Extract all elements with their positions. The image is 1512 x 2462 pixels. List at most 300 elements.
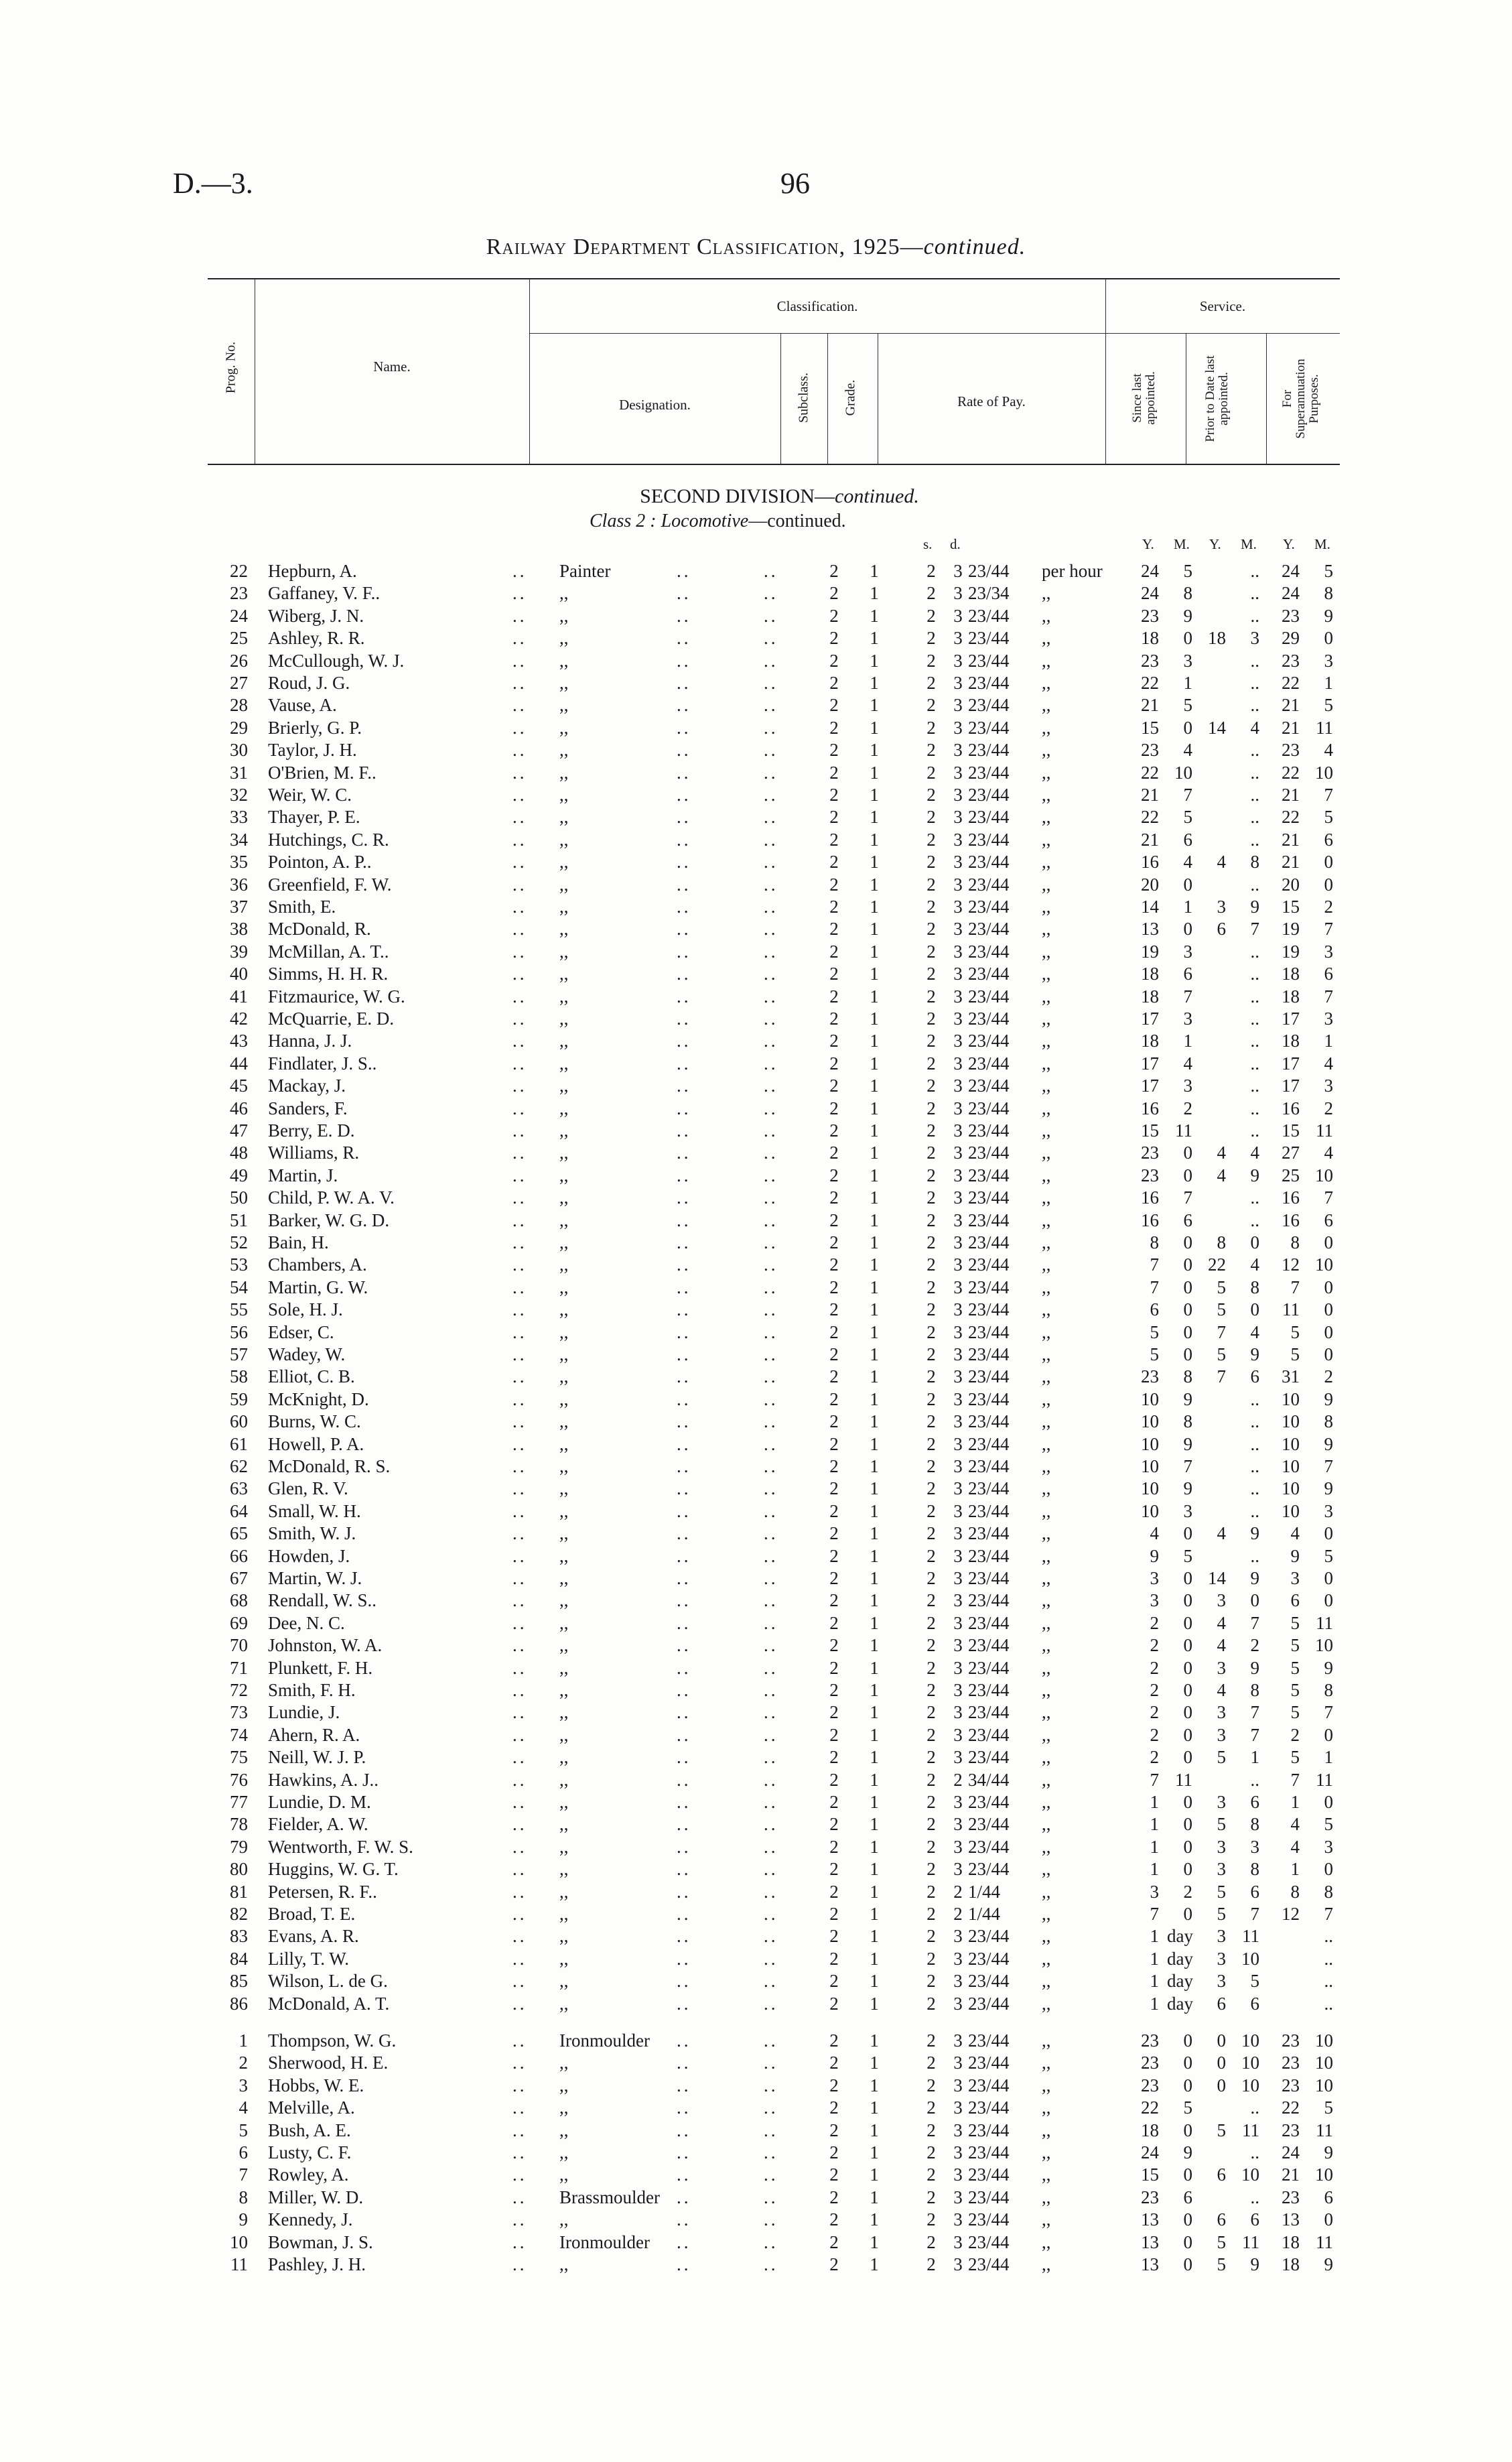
rate-fraction-cell: 23/44	[968, 1568, 1010, 1588]
since-last-months-cell: 0	[1183, 1792, 1192, 1812]
super-months-cell: 0	[1324, 1568, 1333, 1588]
leader-dots: ..	[764, 1590, 778, 1611]
leader-dots: ..	[512, 1993, 527, 2014]
rate-pence-cell: 3	[953, 605, 963, 626]
since-last-years-cell: 7	[1150, 1254, 1159, 1275]
rate-pence-cell: 3	[953, 2053, 963, 2073]
rate-shillings-cell: 2	[926, 1433, 936, 1454]
leader-dots: ..	[677, 941, 691, 962]
rate-pence-cell: 3	[953, 986, 963, 1007]
prior-months-cell: 11	[1242, 2231, 1259, 2252]
grade-cell: 1	[870, 2030, 879, 2051]
leader-dots: ..	[512, 1053, 527, 1074]
leader-dots: ..	[512, 1165, 527, 1185]
name-cell: Wiberg, J. N.	[268, 605, 364, 626]
prior-months-cell: 9	[1250, 1568, 1259, 1588]
table-row	[0, 1455, 1512, 1478]
rate-period-cell: ,,	[1042, 1031, 1051, 1051]
rate-shillings-cell: 2	[926, 1657, 936, 1678]
prior-years-cell: 0	[1217, 2075, 1226, 2095]
prior-months-cell: ..	[1250, 1031, 1259, 1051]
prog-no-cell: 29	[230, 717, 248, 738]
leader-dots: ..	[512, 1009, 527, 1029]
subclass-cell: 2	[829, 2142, 839, 2162]
prior-months-cell: 10	[1241, 1948, 1259, 1969]
since-last-months-cell: 0	[1183, 1904, 1192, 1924]
rate-shillings-cell: 2	[926, 1836, 936, 1857]
leader-dots: ..	[764, 1254, 778, 1275]
prior-months-cell: 4	[1250, 1143, 1259, 1163]
subclass-cell: 2	[829, 650, 839, 671]
table-row	[0, 895, 1512, 918]
prog-no-cell: 44	[230, 1053, 248, 1074]
prog-no-cell: 8	[238, 2187, 248, 2207]
prior-years-cell: 8	[1217, 1232, 1226, 1252]
super-years-cell: 22	[1282, 673, 1300, 693]
rate-fraction-cell: 23/44	[968, 2142, 1010, 2162]
leader-dots: ..	[677, 1747, 691, 1768]
rate-shillings-cell: 2	[926, 2231, 936, 2252]
name-cell: Vause, A.	[268, 695, 337, 716]
rate-pence-cell: 3	[953, 1321, 963, 1342]
prior-months-cell: ..	[1250, 1456, 1259, 1476]
table-row	[0, 1925, 1512, 1947]
name-cell: Pashley, J. H.	[268, 2254, 366, 2274]
table-row	[0, 1835, 1512, 1858]
name-cell: Fitzmaurice, W. G.	[268, 986, 405, 1007]
super-months-cell: 0	[1324, 852, 1333, 872]
rate-shillings-cell: 2	[926, 2053, 936, 2073]
since-last-years-cell: 16	[1141, 1098, 1159, 1118]
super-months-cell: 7	[1324, 1702, 1333, 1723]
rate-fraction-cell: 23/44	[968, 1702, 1010, 1723]
grade-cell: 1	[870, 561, 879, 581]
super-years-cell: 9	[1290, 1545, 1300, 1566]
leader-dots: ..	[677, 1232, 691, 1252]
table-row	[0, 1141, 1512, 1164]
rate-period-cell: ,,	[1042, 1321, 1051, 1342]
super-months-cell: 10	[1315, 2075, 1333, 2095]
table-row	[0, 1298, 1512, 1321]
super-years-cell: 8	[1290, 1232, 1300, 1252]
since-last-months-cell: 0	[1183, 2164, 1192, 2185]
subclass-cell: 2	[829, 1456, 839, 1476]
prior-months-cell: ..	[1250, 2142, 1259, 2162]
designation-cell: ,,	[559, 1545, 569, 1566]
rate-pence-cell: 3	[953, 964, 963, 984]
leader-dots: ..	[764, 695, 778, 716]
since-last-months-cell: 7	[1183, 785, 1192, 805]
leader-dots: ..	[677, 1187, 691, 1208]
name-cell: Smith, E.	[268, 897, 336, 917]
prior-years-cell: 3	[1217, 1971, 1226, 1992]
leader-dots: ..	[764, 1456, 778, 1476]
leader-dots: ..	[764, 1814, 778, 1835]
super-months-cell: 0	[1324, 2209, 1333, 2230]
leader-dots: ..	[512, 2030, 527, 2051]
leader-dots: ..	[677, 1120, 691, 1141]
grade-cell: 1	[870, 583, 879, 604]
prior-months-cell: 11	[1242, 1926, 1259, 1947]
name-cell: Howell, P. A.	[268, 1433, 364, 1454]
page-number: 96	[780, 167, 810, 200]
rate-pence-cell: 3	[953, 673, 963, 693]
designation-cell: ,,	[559, 762, 569, 783]
subclass-cell: 2	[829, 1590, 839, 1611]
name-cell: Edser, C.	[268, 1321, 334, 1342]
prog-no-cell: 30	[230, 740, 248, 761]
prior-months-cell: 6	[1250, 1881, 1259, 1902]
rate-shillings-cell: 2	[926, 1948, 936, 1969]
leader-dots: ..	[512, 1657, 527, 1678]
since-last-years-cell: 21	[1141, 829, 1159, 850]
since-last-months-cell: 5	[1183, 807, 1192, 828]
leader-dots: ..	[677, 1635, 691, 1656]
leader-dots: ..	[764, 1859, 778, 1880]
prior-years-cell: 0	[1217, 2030, 1226, 2051]
designation-cell: ,,	[559, 1433, 569, 1454]
designation-cell: ,,	[559, 1904, 569, 1924]
super-years-cell: 13	[1282, 2209, 1300, 2230]
super-months-cell: 0	[1324, 1590, 1333, 1611]
rate-period-cell: ,,	[1042, 2254, 1051, 2274]
grade-cell: 1	[870, 605, 879, 626]
subclass-cell: 2	[829, 1500, 839, 1521]
rate-fraction-cell: 23/44	[968, 829, 1010, 850]
super-years-cell: 5	[1290, 1657, 1300, 1678]
prog-no-cell: 61	[230, 1433, 248, 1454]
leader-dots: ..	[512, 1411, 527, 1432]
grade-cell: 1	[870, 1590, 879, 1611]
rate-period-cell: ,,	[1042, 1076, 1051, 1096]
table-row	[0, 1791, 1512, 1813]
rate-pence-cell: 3	[953, 1635, 963, 1656]
leader-dots: ..	[512, 1702, 527, 1723]
prior-years-cell: 4	[1217, 1680, 1226, 1700]
rate-period-cell: ,,	[1042, 1009, 1051, 1029]
designation-cell: ,,	[559, 1120, 569, 1141]
rate-period-cell: ,,	[1042, 986, 1051, 1007]
leader-dots: ..	[677, 1388, 691, 1409]
grade-cell: 1	[870, 1098, 879, 1118]
rate-shillings-cell: 2	[926, 897, 936, 917]
since-last-months-cell: 0	[1183, 1836, 1192, 1857]
leader-dots: ..	[512, 650, 527, 671]
super-months-cell: 5	[1324, 807, 1333, 828]
leader-dots: ..	[512, 1031, 527, 1051]
leader-dots: ..	[512, 2142, 527, 2162]
rate-pence-cell: 3	[953, 897, 963, 917]
designation-cell: ,,	[559, 1254, 569, 1275]
prior-months-cell: 7	[1250, 1724, 1259, 1745]
prog-no-cell: 38	[230, 919, 248, 940]
prog-no-cell: 65	[230, 1523, 248, 1544]
super-months-cell: 4	[1324, 1143, 1333, 1163]
leader-dots: ..	[677, 1076, 691, 1096]
name-cell: Martin, J.	[268, 1165, 338, 1185]
leader-dots: ..	[764, 1210, 778, 1230]
leader-dots: ..	[512, 1590, 527, 1611]
designation-cell: ,,	[559, 1881, 569, 1902]
leader-dots: ..	[764, 1165, 778, 1185]
rate-fraction-cell: 23/44	[968, 1232, 1010, 1252]
rate-shillings-cell: 2	[926, 1680, 936, 1700]
rate-pence-cell: 3	[953, 1388, 963, 1409]
leader-dots: ..	[764, 1388, 778, 1409]
designation-cell: ,,	[559, 785, 569, 805]
leader-dots: ..	[764, 1031, 778, 1051]
prog-no-cell: 66	[230, 1545, 248, 1566]
rate-period-cell: ,,	[1042, 785, 1051, 805]
name-cell: Ashley, R. R.	[268, 628, 365, 649]
rate-pence-cell: 3	[953, 1590, 963, 1611]
prog-no-cell: 47	[230, 1120, 248, 1141]
since-last-years-cell: 6	[1150, 1299, 1159, 1320]
prog-no-cell: 58	[230, 1366, 248, 1387]
rate-fraction-cell: 23/44	[968, 964, 1010, 984]
leader-dots: ..	[677, 1411, 691, 1432]
since-last-months-cell: 8	[1183, 1411, 1192, 1432]
prog-no-cell: 37	[230, 897, 248, 917]
name-cell: Roud, J. G.	[268, 673, 350, 693]
since-last-years-cell: 17	[1141, 1009, 1159, 1029]
since-last-years-cell: 23	[1141, 740, 1159, 761]
rate-period-cell: ,,	[1042, 1232, 1051, 1252]
super-years-cell: 5	[1290, 1344, 1300, 1364]
subclass-cell: 2	[829, 1523, 839, 1544]
super-months-cell: 6	[1324, 2187, 1333, 2207]
prog-no-cell: 81	[230, 1881, 248, 1902]
table-row	[0, 1679, 1512, 1701]
page-title	[0, 235, 1512, 260]
table-row	[0, 2096, 1512, 2119]
table-row	[0, 828, 1512, 851]
subclass-cell: 2	[829, 1277, 839, 1297]
rate-pence-cell: 3	[953, 2187, 963, 2207]
subclass-cell: 2	[829, 1904, 839, 1924]
since-last-years-cell: 9	[1150, 1545, 1159, 1566]
super-months-cell: 11	[1316, 1612, 1333, 1633]
leader-dots: ..	[677, 1277, 691, 1297]
leader-dots: ..	[512, 2209, 527, 2230]
leader-dots: ..	[677, 2142, 691, 2162]
rate-period-cell: ,,	[1042, 2030, 1051, 2051]
since-last-months-cell: 4	[1183, 1053, 1192, 1074]
super-months-cell: 5	[1324, 561, 1333, 581]
name-cell: Lilly, T. W.	[268, 1948, 350, 1969]
grade-cell: 1	[870, 673, 879, 693]
prior-years-cell: 18	[1208, 628, 1226, 649]
super-years-cell: 23	[1282, 2053, 1300, 2073]
super-months-cell: 7	[1324, 1187, 1333, 1208]
leader-dots: ..	[764, 650, 778, 671]
super-months-cell: 6	[1324, 964, 1333, 984]
rate-period-cell: ,,	[1042, 673, 1051, 693]
prior-months-cell: 9	[1250, 1165, 1259, 1185]
leader-dots: ..	[512, 1321, 527, 1342]
rate-period-cell: ,,	[1042, 1456, 1051, 1476]
prior-years-cell: 3	[1217, 1724, 1226, 1745]
grade-cell: 1	[870, 717, 879, 738]
rate-shillings-cell: 2	[926, 605, 936, 626]
subclass-cell: 2	[829, 986, 839, 1007]
leader-dots: ..	[764, 740, 778, 761]
since-last-years-cell: 22	[1141, 2097, 1159, 2118]
rate-fraction-cell: 23/44	[968, 717, 1010, 738]
rate-fraction-cell: 23/44	[968, 1277, 1010, 1297]
since-last-months-cell: 9	[1183, 1478, 1192, 1499]
rate-fraction-cell: 23/44	[968, 1120, 1010, 1141]
prog-no-cell: 74	[230, 1724, 248, 1745]
super-years-cell: 23	[1282, 605, 1300, 626]
rate-fraction-cell: 23/44	[968, 874, 1010, 895]
grade-cell: 1	[870, 628, 879, 649]
prog-no-cell: 78	[230, 1814, 248, 1835]
rate-pence-cell: 3	[953, 1747, 963, 1768]
subclass-cell: 2	[829, 1187, 839, 1208]
since-last-months-cell: 3	[1183, 1500, 1192, 1521]
leader-dots: ..	[764, 1523, 778, 1544]
prior-years-cell: 4	[1217, 1143, 1226, 1163]
rate-pence-cell: 3	[953, 1478, 963, 1499]
rate-pence-cell: 2	[953, 1904, 963, 1924]
prior-months-cell: 0	[1250, 1299, 1259, 1320]
super-months-cell: 0	[1324, 1277, 1333, 1297]
grade-cell: 1	[870, 1187, 879, 1208]
prior-months-cell: ..	[1250, 1187, 1259, 1208]
super-months-cell: 0	[1324, 1792, 1333, 1812]
super-months-cell: 10	[1315, 2053, 1333, 2073]
prog-no-cell: 43	[230, 1031, 248, 1051]
grade-cell: 1	[870, 2254, 879, 2274]
grade-cell: 1	[870, 1344, 879, 1364]
leader-dots: ..	[512, 2120, 527, 2140]
rate-period-cell: ,,	[1042, 1433, 1051, 1454]
rate-fraction-cell: 23/44	[968, 785, 1010, 805]
rate-shillings-cell: 2	[926, 1904, 936, 1924]
super-months-cell: 0	[1324, 628, 1333, 649]
since-last-months-cell: 0	[1183, 2231, 1192, 2252]
prog-no-cell: 56	[230, 1321, 248, 1342]
rate-fraction-cell: 23/44	[968, 1076, 1010, 1096]
leader-dots: ..	[512, 628, 527, 649]
prog-no-cell: 77	[230, 1792, 248, 1812]
table-row	[0, 627, 1512, 649]
grade-cell: 1	[870, 986, 879, 1007]
leader-dots: ..	[677, 1590, 691, 1611]
leader-dots: ..	[764, 1904, 778, 1924]
table-row	[0, 2186, 1512, 2209]
grade-cell: 1	[870, 1836, 879, 1857]
prior-months-cell: 5	[1250, 1971, 1259, 1992]
table-row	[0, 1164, 1512, 1187]
name-cell: Howden, J.	[268, 1545, 350, 1566]
grade-cell: 1	[870, 1053, 879, 1074]
rate-period-cell: ,,	[1042, 1971, 1051, 1992]
table-row	[0, 2231, 1512, 2254]
leader-dots: ..	[764, 1299, 778, 1320]
super-months-cell: 4	[1324, 1053, 1333, 1074]
prior-months-cell: 0	[1250, 1232, 1259, 1252]
grade-cell: 1	[870, 762, 879, 783]
prog-no-cell: 11	[230, 2254, 248, 2274]
since-last-years-cell: 13	[1141, 919, 1159, 940]
subclass-cell: 2	[829, 964, 839, 984]
super-years-cell: 11	[1282, 1299, 1300, 1320]
rate-fraction-cell: 23/44	[968, 1836, 1010, 1857]
divider	[827, 333, 828, 464]
designation-cell: ,,	[559, 1388, 569, 1409]
since-last-months-cell: 9	[1183, 1388, 1192, 1409]
name-cell: O'Brien, M. F..	[268, 762, 376, 783]
prog-no-cell: 82	[230, 1904, 248, 1924]
super-months-cell: 9	[1324, 1433, 1333, 1454]
rate-shillings-cell: 2	[926, 807, 936, 828]
grade-cell: 1	[870, 2187, 879, 2207]
subclass-cell: 2	[829, 1254, 839, 1275]
super-years-cell: 24	[1282, 583, 1300, 604]
super-years-cell: 10	[1282, 1456, 1300, 1476]
leader-dots: ..	[764, 1680, 778, 1700]
prog-no-cell: 62	[230, 1456, 248, 1476]
grade-cell: 1	[870, 740, 879, 761]
unit-years-super: Y.	[1283, 536, 1295, 552]
leader-dots: ..	[512, 1724, 527, 1745]
leader-dots: ..	[764, 1009, 778, 1029]
prior-months-cell: ..	[1250, 1500, 1259, 1521]
prior-years-cell: 5	[1217, 1814, 1226, 1835]
super-years-cell: 1	[1290, 1859, 1300, 1880]
leader-dots: ..	[677, 1904, 691, 1924]
prog-no-cell: 40	[230, 964, 248, 984]
since-last-years-cell: 23	[1141, 1143, 1159, 1163]
header-designation: Designation.	[619, 397, 691, 413]
table-row	[0, 1902, 1512, 1925]
prog-no-cell: 1	[238, 2030, 248, 2051]
since-last-months-cell: 6	[1183, 829, 1192, 850]
rate-pence-cell: 3	[953, 1926, 963, 1947]
subclass-cell: 2	[829, 1053, 839, 1074]
super-months-cell: 3	[1324, 1076, 1333, 1096]
table-row	[0, 1052, 1512, 1075]
leader-dots: ..	[512, 1792, 527, 1812]
rate-shillings-cell: 2	[926, 1344, 936, 1364]
rate-shillings-cell: 2	[926, 1792, 936, 1812]
rate-pence-cell: 3	[953, 1545, 963, 1566]
grade-cell: 1	[870, 1366, 879, 1387]
grade-cell: 1	[870, 1948, 879, 1969]
name-cell: Wilson, L. de G.	[268, 1971, 388, 1992]
prog-no-cell: 39	[230, 941, 248, 962]
prior-months-cell: ..	[1250, 1076, 1259, 1096]
super-months-cell: 1	[1324, 1031, 1333, 1051]
prior-months-cell: ..	[1250, 964, 1259, 984]
since-last-months-cell: 0	[1183, 1165, 1192, 1185]
rate-shillings-cell: 2	[926, 1523, 936, 1544]
since-last-years-cell: 2	[1150, 1747, 1159, 1768]
rate-period-cell: ,,	[1042, 1545, 1051, 1566]
super-months-cell: 8	[1324, 1680, 1333, 1700]
super-months-cell: 0	[1324, 1321, 1333, 1342]
name-cell: Rendall, W. S..	[268, 1590, 377, 1611]
name-cell: Sole, H. J.	[268, 1299, 343, 1320]
rate-shillings-cell: 2	[926, 1187, 936, 1208]
super-years-cell: 5	[1290, 1635, 1300, 1656]
table-row	[0, 1657, 1512, 1679]
designation-cell: ,,	[559, 583, 569, 604]
grade-cell: 1	[870, 1478, 879, 1499]
super-months-cell: 5	[1324, 2097, 1333, 2118]
